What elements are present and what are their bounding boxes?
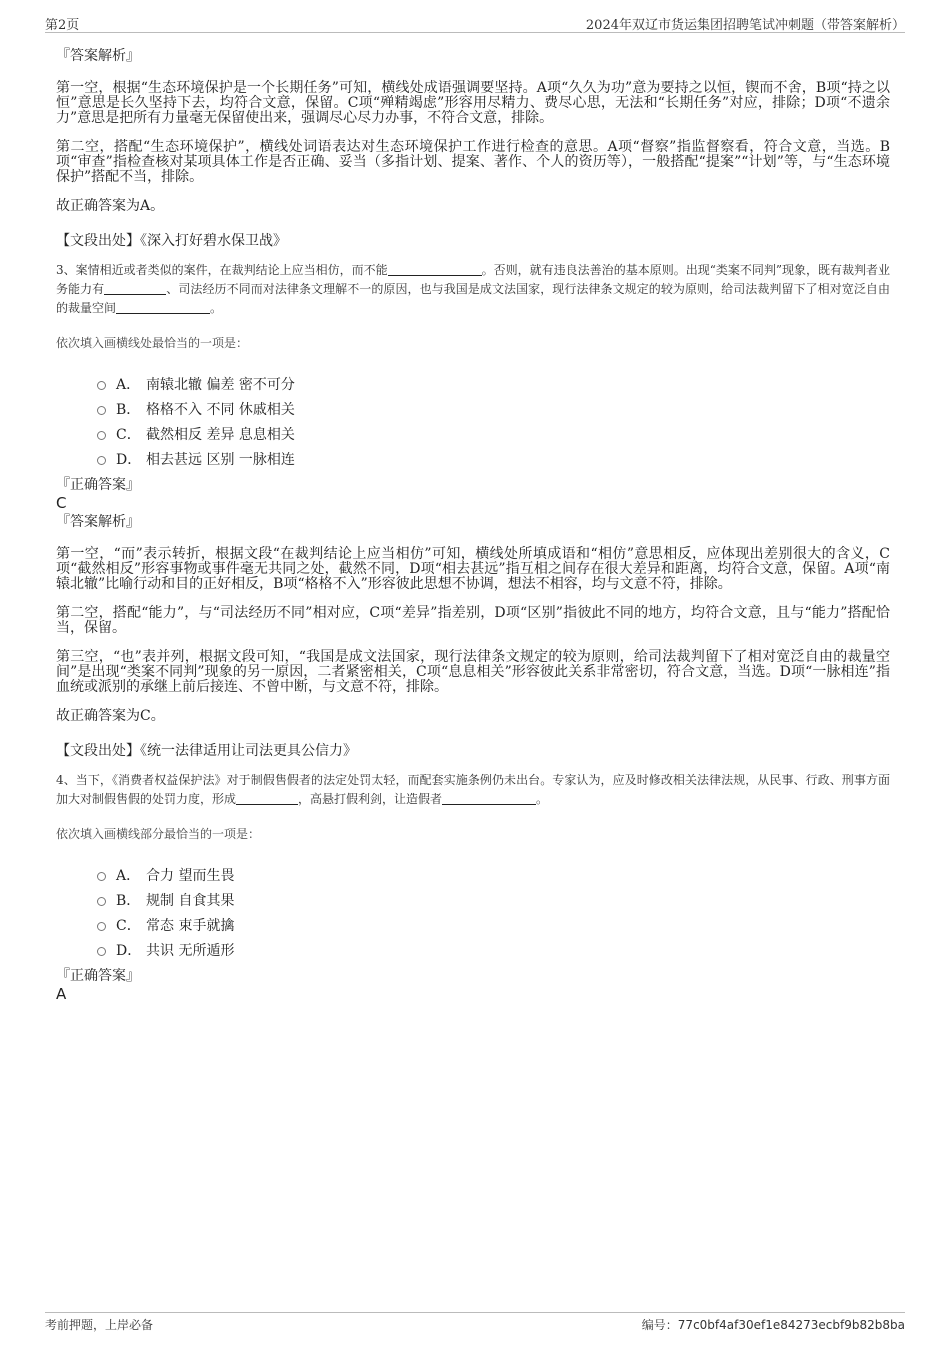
document-body	[56, 44, 890, 1003]
q4-blank-2	[442, 792, 536, 805]
q3-stem-part-4: 。	[210, 301, 223, 315]
radio-icon[interactable]	[97, 897, 106, 906]
page-footer	[45, 1312, 905, 1335]
footer-slogan: 考前押题，上岸必备	[45, 1318, 154, 1332]
q3-analysis-para-3: 第三空，“也”表并列，根据文段可知，“我国是成文法国家，现行法律条文规定的较为原则，给司法裁判留下了相对宽泛自由的裁量空间”是出现“类案不同判”现象的另一原因，二者紧密相关，C项“息息相关”形容彼此关系非常密切，符合文意，当选。D项“一脉相连”指血统或派别的承继上前后接连、不曾中断，与文意不符，排除。	[56, 649, 890, 695]
radio-icon[interactable]	[97, 431, 106, 440]
document-title: 2024年双辽市货运集团招聘笔试冲刺题（带答案解析）	[585, 18, 905, 33]
q4-blank-1	[236, 792, 298, 805]
q3-analysis-label: 『答案解析』	[56, 514, 140, 530]
q3-option-c[interactable]: C． 截然相反 差异 息息相关	[56, 423, 890, 448]
q2-source	[56, 234, 890, 249]
q3-blank-2	[104, 282, 166, 295]
q3-option-b[interactable]: B． 格格不入 不同 休戚相关	[56, 398, 890, 423]
q2-source-title: 《深入打好碧水保卫战》	[140, 233, 287, 249]
q4-stem-part-2: ，高悬打假利剑，让造假者	[298, 792, 443, 806]
q4-instruction: 依次填入画横线部分最恰当的一项是：	[56, 827, 261, 841]
q3-blank-3	[116, 301, 210, 314]
page-number: 第2页	[45, 18, 80, 33]
document-code	[642, 1316, 905, 1333]
q4-stem-part-3: 。	[536, 792, 549, 806]
q4-option-a[interactable]: A． 合力 望而生畏	[56, 864, 890, 889]
q3-source-title: 《统一法律适用让司法更具公信力》	[140, 743, 357, 759]
q4-answer-label: 『正确答案』	[56, 968, 140, 984]
q3-stem-part-1: 3、案情相近或者类似的案件，在裁判结论上应当相仿，而不能	[56, 263, 388, 277]
radio-icon[interactable]	[97, 872, 106, 881]
q2-source-label: 【文段出处】	[56, 233, 140, 249]
q3-option-a[interactable]: A． 南辕北辙 偏差 密不可分	[56, 373, 890, 398]
q3-option-d[interactable]: D． 相去甚远 区别 一脉相连	[56, 448, 890, 473]
q4-answer: A	[56, 985, 67, 1003]
q4-stem-part-1: 4、当下，《消费者权益保护法》对于制假售假者的法定处罚太轻，而配套实施条例仍未出台。专家认为，应及时修改相关法律法规，从民事、行政、刑事方面加大对制假售假的处罚力度，形成	[56, 773, 890, 806]
q3-answer-label: 『正确答案』	[56, 477, 140, 493]
q3-conclusion: 故正确答案为C。	[56, 708, 165, 724]
q4-options	[56, 864, 890, 964]
radio-icon[interactable]	[97, 922, 106, 931]
q2-analysis-label: 『答案解析』	[56, 48, 140, 64]
q2-analysis-para-1: 第一空，根据“生态环境保护是一个长期任务”可知，横线处成语强调要坚持。A项“久久为功”意为要持之以恒，锲而不舍，B项“持之以恒”意思是长久坚持下去，均符合文意，保留。C项“殚精竭虑”形容用尽精力、费尽心思，无法和“长期任务”对应，排除；D项“不遗余力”意思是把所有力量毫无保留使出来，强调尽心尽力办事，不符合文意，排除。	[56, 80, 890, 126]
radio-icon[interactable]	[97, 947, 106, 956]
q4-option-d[interactable]: D． 共识 无所遁形	[56, 939, 890, 964]
document-code-label: 编号：	[641, 1318, 678, 1332]
q3-answer: C	[56, 494, 67, 512]
radio-icon[interactable]	[97, 456, 106, 465]
page-header	[45, 12, 905, 33]
q3-stem-part-2: 。否则，就有违良法善治的基本原则。出现“类案不同判”现象，既有裁判者业务能力有	[56, 263, 890, 296]
q3-stem-part-3: 、司法经历不同而对法律条文理解不一的原因，也与我国是成文法国家，现行法律条文规定的较为原则，给司法裁判留下了相对宽泛自由的裁量空间	[56, 282, 890, 315]
q4-option-b[interactable]: B． 规制 自食其果	[56, 889, 890, 914]
q3-blank-1	[388, 263, 482, 276]
q4-option-c[interactable]: C． 常态 束手就擒	[56, 914, 890, 939]
q3-options	[56, 373, 890, 473]
q3-analysis-para-2: 第二空，搭配“能力”，与“司法经历不同”相对应，C项“差异”指差别，D项“区别”指彼此不同的地方，均符合文意，且与“能力”搭配恰当，保留。	[56, 605, 890, 636]
q3-instruction: 依次填入画横线处最恰当的一项是：	[56, 336, 249, 350]
q3-analysis-para-1: 第一空，“而”表示转折，根据文段“在裁判结论上应当相仿”可知，横线处所填成语和“相仿”意思相反，应体现出差别很大的含义，C项“截然相反”形容事物或事件毫无共同之处，截然不同，D项“相去甚远”指互相之间存在很大差异和距离，均符合文意，保留。A项“南辕北辙”比喻行动和目的正好相反，B项“格格不入”形容彼此思想不协调，想法不相容，均与文意不符，排除。	[56, 546, 890, 592]
q3-source-label: 【文段出处】	[56, 743, 140, 759]
radio-icon[interactable]	[97, 406, 106, 415]
radio-icon[interactable]	[97, 381, 106, 390]
document-code-value: 77c0bf4af30ef1e84273ecbf9b82b8ba	[677, 1318, 905, 1332]
q3-stem	[56, 261, 890, 318]
q3-source	[56, 744, 890, 759]
q4-stem	[56, 771, 890, 809]
q2-analysis-para-2: 第二空，搭配“生态环境保护”，横线处词语表达对生态环境保护工作进行检查的意思。A项“督察”指监督察看，符合文意，当选。B项“审查”指检查核对某项具体工作是否正确、妥当（多指计划、提案、著作、个人的资历等），一般搭配“提案”“计划”等，与“生态环境保护”搭配不当，排除。	[56, 139, 890, 185]
q2-conclusion: 故正确答案为A。	[56, 198, 165, 214]
